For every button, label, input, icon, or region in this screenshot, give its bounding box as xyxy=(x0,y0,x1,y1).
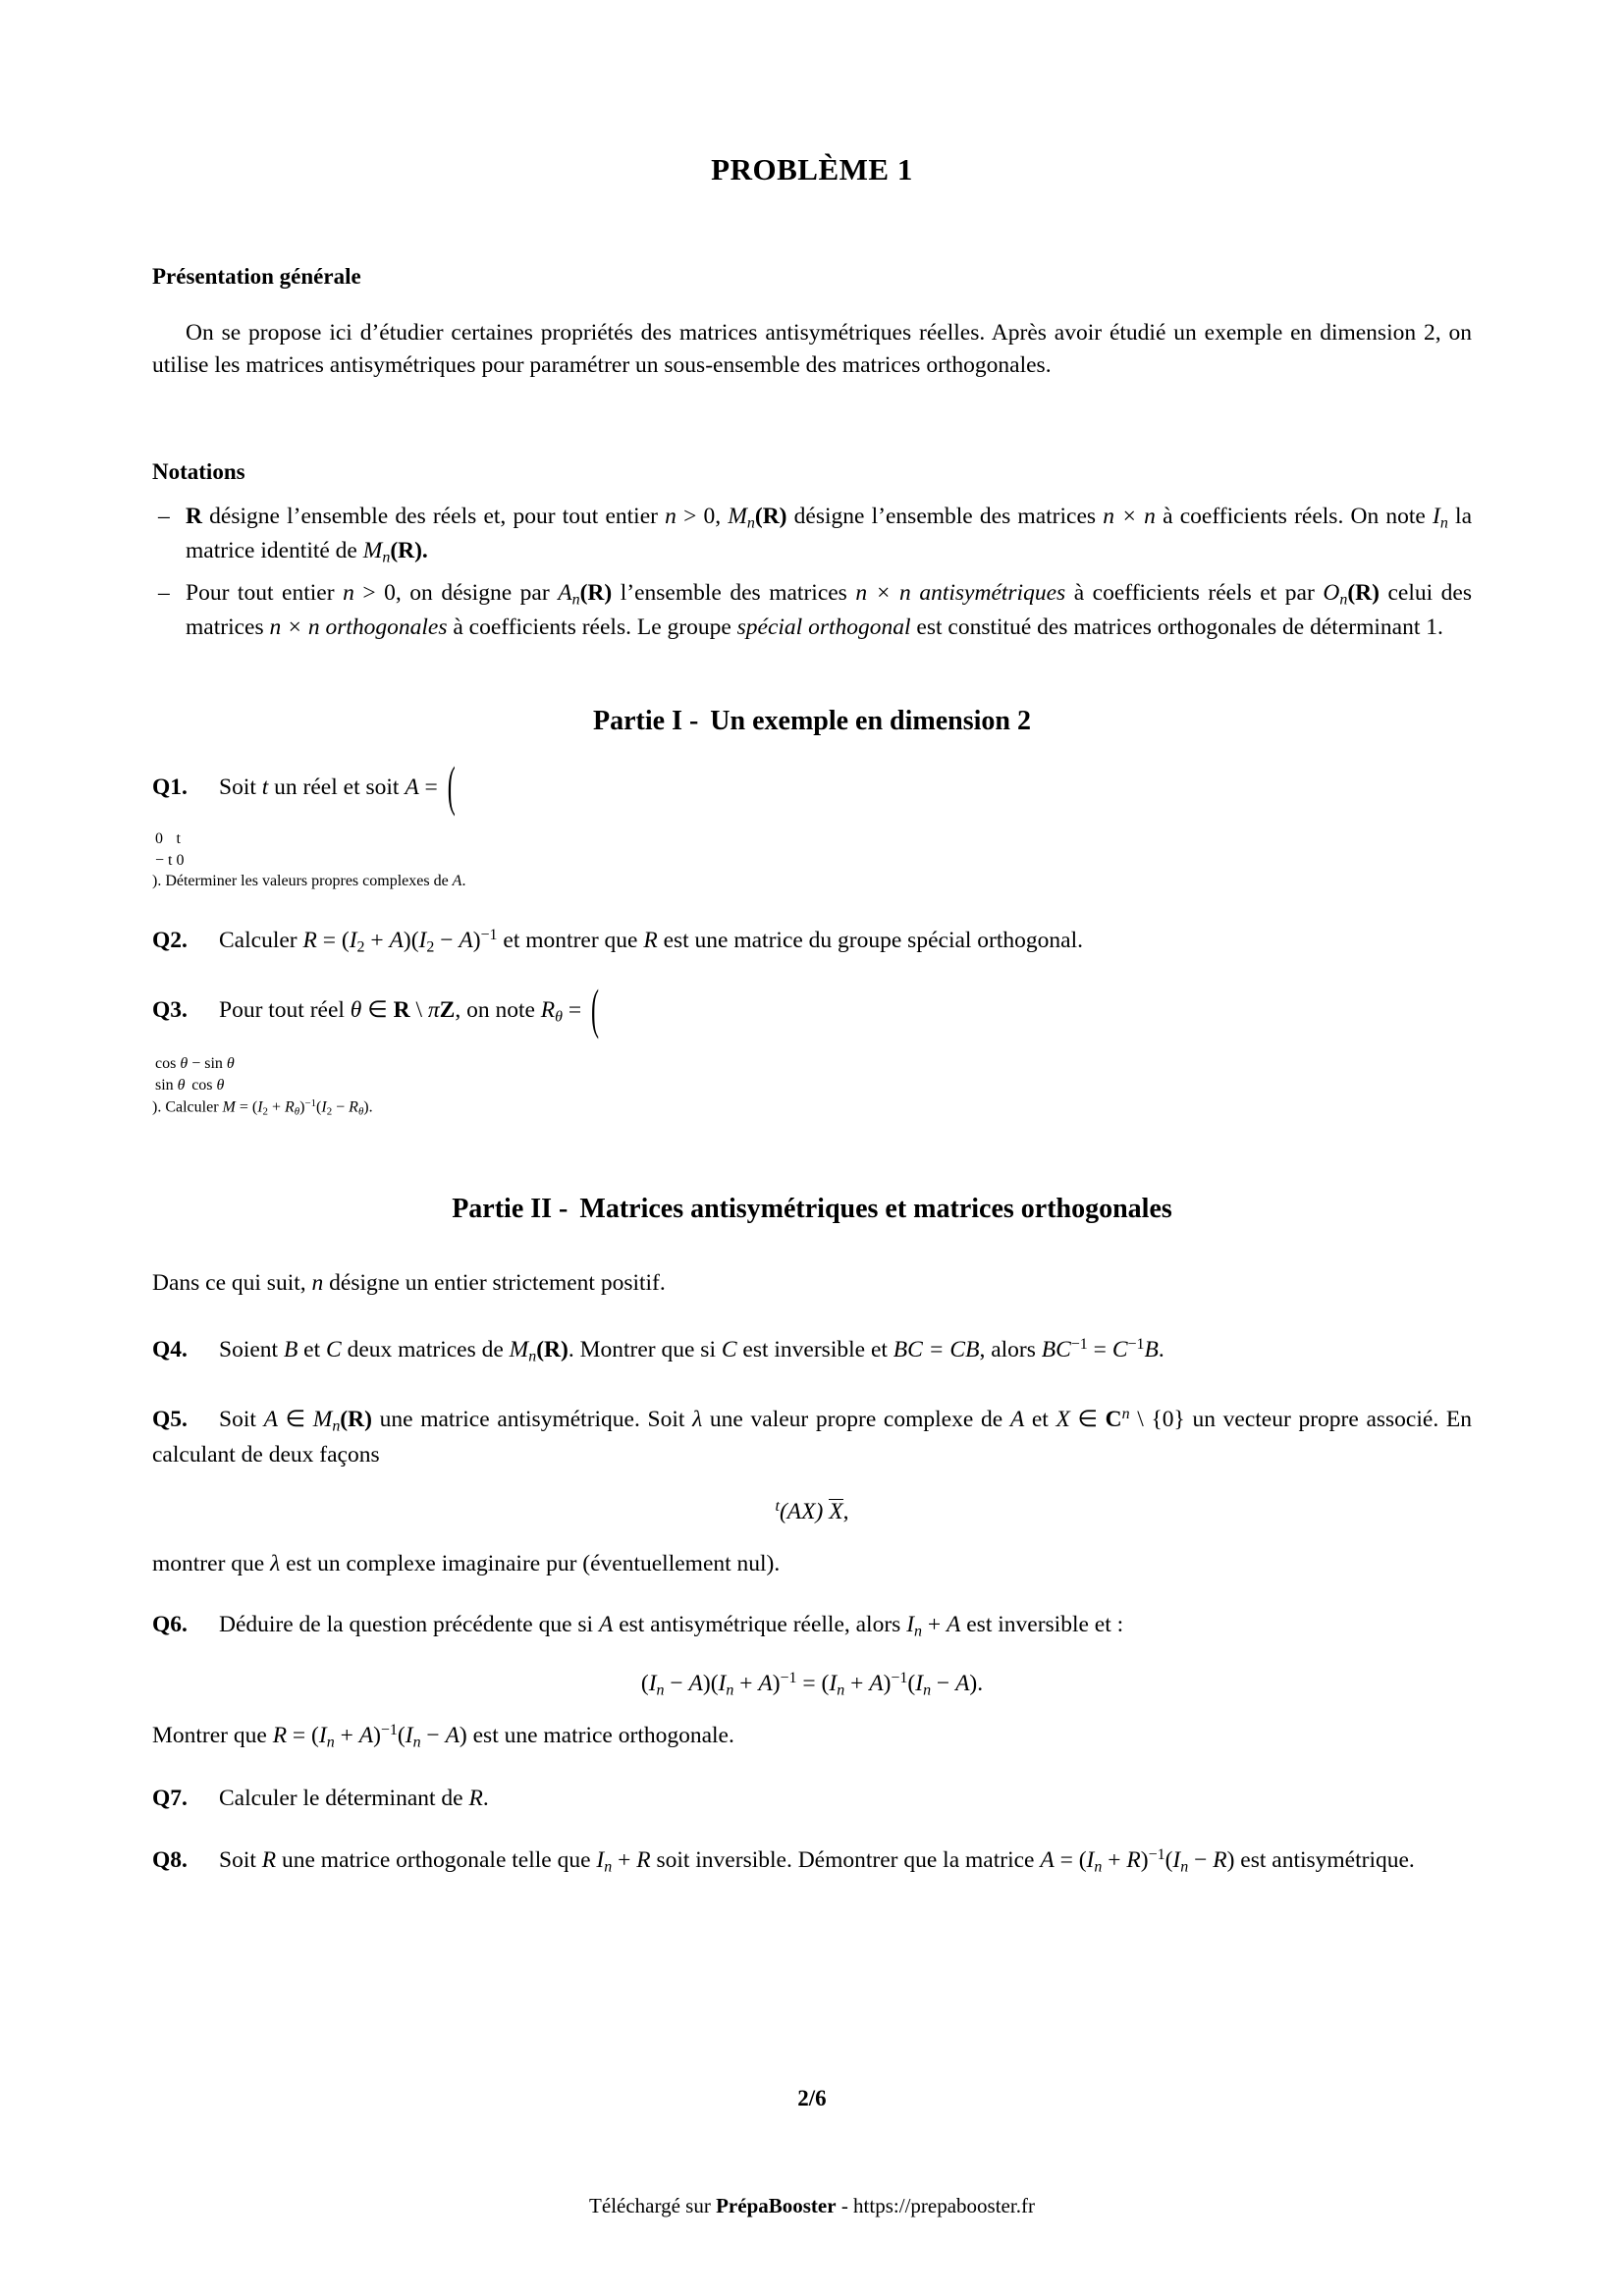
question-label: Q2. xyxy=(152,928,188,954)
presentation-heading: Présentation générale xyxy=(152,264,361,289)
question-q3: Q3. Pour tout réel θ ∈ R \ πZ, on note $R_\theta$ = ( xyxy=(152,981,600,1041)
part-1-title: Partie I - Un exemple en dimension 2 xyxy=(593,705,1031,736)
question-q5: Q5. Soit A ∈ $M_n(R)$ une matrice antisymétrique. Soit λ une valeur propre complexe de A et X ∈ $C^n$ \ {0} un vecteur propre associé. En calculant de deux façons xyxy=(152,1403,1472,1473)
question-label: Q8. xyxy=(152,1847,188,1874)
list-dash: – xyxy=(158,503,170,529)
notations-list xyxy=(152,501,1472,645)
question-label: Q7. xyxy=(152,1785,188,1811)
question-label: Q1. xyxy=(152,774,188,800)
notation-symbol-R: R xyxy=(186,503,202,529)
notation-item-2: – Pour tout entier n > 0, on désigne par $A_n(R)$ l’ensemble des matrices n × n antisymétriques à coefficients réels et par $O_n(R)$ celui des matrices n × n orthogonales à coefficients réels. Le groupe spécial orthogonal est constitué des matrices orthogonales de déterminant 1. xyxy=(152,577,1472,645)
question-q7: Q7. Calculer le déterminant de R. xyxy=(152,1782,1472,1816)
part-2-title: Partie II - Matrices antisymétriques et matrices orthogonales xyxy=(452,1194,1172,1225)
question-label: Q6. xyxy=(152,1612,188,1638)
question-q8: Q8. Soit R une matrice orthogonale telle que $I_n + R$ soit inversible. Démontrer que la matrice $A = (I_n + R)^{-1}(I_n - R)$ est antisymétrique. xyxy=(152,1843,1472,1879)
question-q2: Q2. Calculer $R = (I_2 + A)(I_2 - A)^{-1}$ et montrer que R est une matrice du groupe spécial orthogonal. xyxy=(152,924,1472,959)
page-number: 2/6 xyxy=(797,2086,827,2110)
page-title: PROBLÈME 1 xyxy=(711,152,913,187)
question-q6: Q6. Déduire de la question précédente que si A est antisymétrique réelle, alors $I_n + A$ est inversible et : xyxy=(152,1608,1472,1643)
question-q5-conclusion: montrer que λ est un complexe imaginaire pur (éventuellement nul). xyxy=(152,1551,781,1577)
notation-item-1: – R désigne l’ensemble des réels et, pour tout entier n > 0, $M_n(R)$ désigne l’ensemble des matrices n × n à coefficients réels. On note $I_n$ la matrice identité de $M_n(R)$. xyxy=(152,501,1472,569)
question-q1: Q1. Soit t un réel et soit A = ( xyxy=(152,758,456,819)
document-page: PROBLÈME 1 Présentation générale On se propose ici d’étudier certaines propriétés des matrices antisymétriques réelles. Après avoir étudié un exemple en dimension 2, on utilise les matrices antisymétriques pour paramétrer un sous-ensemble des matrices orthogonales. Notations – R désigne l’ensemble des réels et, pour tout entier n > 0, $M_n(R)$ désigne l’ensemble des matrices n × n à coefficients réels. On note $I_n$ la matrice identité de $M_n(R)$. – Pour tout entier n > 0, on désigne par $A_n(R)$ l’ensemble des matrices n × n antisymétriques à coefficients réels et par $O_n(R)$ celui des matrices n × n orthogonales à coefficients réels. Le groupe spécial orthogonal est constitué des matrices orthogonales de déterminant 1. Partie I - Un exemple en dimension 2 Q1. Soit t un réel et soit A = ( 0 t − t 0 ). Déterminer les valeurs propres complexes de A. Q2. Calculer $R = (I_2 + A)(I_2 - A)^{-1}$ et montrer que R est une matrice du groupe spécial orthogonal. Q3. Pour tout réel θ ∈ R \ πZ, on note $R_\theta$ = ( cos θ − sin θ sin θ cos θ ). Calculer $M = (I_2 + R_\theta)^{-1}(I_2 - R_\theta)$. Partie II - Matrices antisymétriques et matrices orthogonales Dans ce qui suit, n désigne un entier strictement positif. Q4. Soient B et C deux matrices de $M_n(R)$. Montrer que si C est inversible et BC = CB, alors $BC^{-1} = C^{-1}B$. Q5. Soit A ∈ $M_n(R)$ une matrice antisymétrique. Soit λ une valeur propre complexe de A et X ∈ $C^n$ \ {0} un vecteur propre associé. En calculant de deux façons $^t$(AX) X, montrer que λ est un complexe imaginaire pur (éventuellement nul). Q6. Déduire de la question précédente que si A est antisymétrique réelle, alors $I_n + A$ est inversible et : $(I_n - A)(I_n + A)^{-1} = (I_n + A)^{-1}(I_n - A)$. Montrer que $R = (I_n + A)^{-1}(I_n - A)$ est une matrice orthogonale. Q7. Calculer le déterminant de R. Q8. Soit R une matrice orthogonale telle que $I_n + R$ soit inversible. Démontrer que la matrice $A = (I_n + R)^{-1}(I_n - R)$ est antisymétrique. 2/6 Téléchargé sur PrépaBooster - https://prepabooster.fr xyxy=(0,0,1624,2296)
part-2-intro: Dans ce qui suit, n désigne un entier strictement positif. xyxy=(152,1270,666,1297)
equation-q5: $^t$(AX) X, xyxy=(775,1498,849,1525)
question-label: Q5. xyxy=(152,1406,188,1432)
question-q6-followup: Montrer que $R = (I_n + A)^{-1}(I_n - A)$ est une matrice orthogonale. xyxy=(152,1722,734,1751)
list-dash: – xyxy=(158,580,170,607)
presentation-body: On se propose ici d’étudier certaines propriétés des matrices antisymétriques réelles. Après avoir étudié un exemple en dimension 2, on utilise les matrices antisymétriques pour paramétrer un sous-ensemble des matrices orthogonales. xyxy=(152,320,1472,379)
equation-q6: $(I_n - A)(I_n + A)^{-1} = (I_n + A)^{-1}(I_n - A)$. xyxy=(640,1669,984,1699)
footer-attribution: Téléchargé sur PrépaBooster - https://prepabooster.fr xyxy=(589,2194,1035,2217)
question-label: Q4. xyxy=(152,1337,188,1363)
notations-heading: Notations xyxy=(152,458,245,484)
question-label: Q3. xyxy=(152,996,188,1023)
question-q4: Q4. Soient B et C deux matrices de $M_n(R)$. Montrer que si C est inversible et BC = CB, alors $BC^{-1} = C^{-1}B$. xyxy=(152,1333,1472,1368)
